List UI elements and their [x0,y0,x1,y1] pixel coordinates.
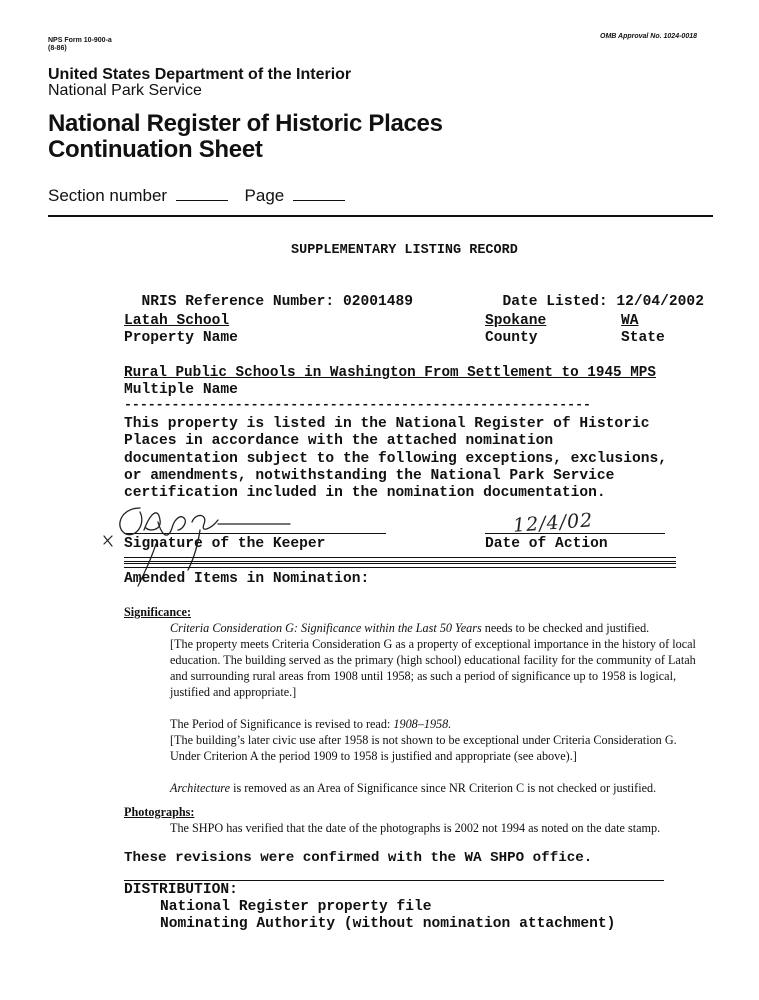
signature-label: Signature of the Keeper [124,536,326,552]
criteria-g-italic: Criteria Consideration G: Significance within the Last 50 Years [170,621,482,635]
period-line [170,716,730,732]
section-number-field [176,188,228,201]
bracket-line: Under Criterion A the period 1909 to 1958 is justified and appropriate (see above).] [170,749,577,763]
header-rule [48,215,713,217]
statement-line: certification included in the nomination documentation. [124,485,606,502]
distribution-item: Nominating Authority (without nomination attachment) [160,916,616,932]
criteria-g-line [170,620,730,636]
distribution-rule [124,880,664,881]
architecture-line [170,780,730,796]
date-listed [485,278,704,310]
statement-line: or amendments, notwithstanding the National Park Service [124,467,615,484]
listing-statement [124,416,667,502]
property-name: Latah School [124,313,230,329]
bracket-line: justified and appropriate.] [170,685,297,699]
criteria-g-rest: needs to be checked and justified. [481,621,650,635]
distribution-heading: DISTRIBUTION: [124,882,238,898]
double-divider-bottom [124,563,676,568]
significance-heading: Significance: [124,605,192,619]
state-value: WA [621,313,639,329]
date-action-line [485,533,665,534]
page-label: Page [244,186,285,205]
omb-approval: OMB Approval No. 1024-0018 [600,33,697,40]
section-page-fields [48,186,345,206]
date-of-action-handwritten: 12/4/02 [512,509,594,537]
distribution-item: National Register property file [160,899,432,915]
bracket-line: [The building’s later civic use after 1958 is not shown to be exceptional under Criteria Consideration G. [170,733,677,747]
form-number-text: NPS Form 10-900-a [48,37,112,44]
photographs-heading: Photographs: [124,805,195,819]
period-value: 1908–1958. [393,717,452,731]
nris-reference [124,278,413,310]
agency-name: National Park Service [48,82,202,99]
nris-label: NRIS Reference Number: [141,294,335,310]
photographs-text: The SHPO has verified that the date of the photographs is 2002 not 1994 as noted on the date stamp. [170,821,661,835]
page-title: National Register of Historic Places [48,110,443,137]
form-number [48,37,112,53]
multiple-name: Rural Public Schools in Washington From Settlement to 1945 MPS [124,365,656,381]
architecture-rest: is removed as an Area of Significance since NR Criterion C is not checked or justified. [230,781,657,795]
period-prefix: The Period of Significance is revised to read: [170,717,394,731]
dash-divider: ----------------------------------------------------------- [124,397,591,412]
statement-line: This property is listed in the National Register of Historic [124,416,650,432]
date-listed-value: 12/04/2002 [616,294,704,310]
state-label: State [621,330,665,346]
record-heading: SUPPLEMENTARY LISTING RECORD [291,243,518,258]
page-subtitle: Continuation Sheet [48,136,263,163]
architecture-italic: Architecture [170,781,231,795]
amended-heading: Amended Items in Nomination: [124,571,370,587]
form-date-text: (8-86) [48,45,67,52]
significance-body [170,620,730,796]
section-number-label: Section number [48,186,168,205]
county-label: County [485,330,538,346]
date-listed-label: Date Listed: [502,294,608,310]
page-number-field [293,188,345,201]
county-value: Spokane [485,313,547,329]
double-divider-top [124,557,676,562]
property-name-label: Property Name [124,330,238,346]
multiple-name-label: Multiple Name [124,382,238,398]
bracket-line: and surrounding rural areas from 1908 until 1958; as such a period of significance up to 1958 is logical, [170,669,677,683]
bracket-line: [The property meets Criteria Consideration G as a property of exceptional importance in the history of local [170,637,696,651]
department-name: United States Department of the Interior [48,66,352,83]
bracket-line: education. The building served as the primary (high school) educational facility for the community of Latah [170,653,696,667]
nris-value: 02001489 [342,294,414,310]
statement-line: Places in accordance with the attached nomination [124,433,554,450]
statement-line: documentation subject to the following exceptions, exclusions, [124,450,667,467]
confirmation-text: These revisions were confirmed with the WA SHPO office. [124,850,593,866]
date-action-label: Date of Action [485,536,608,552]
